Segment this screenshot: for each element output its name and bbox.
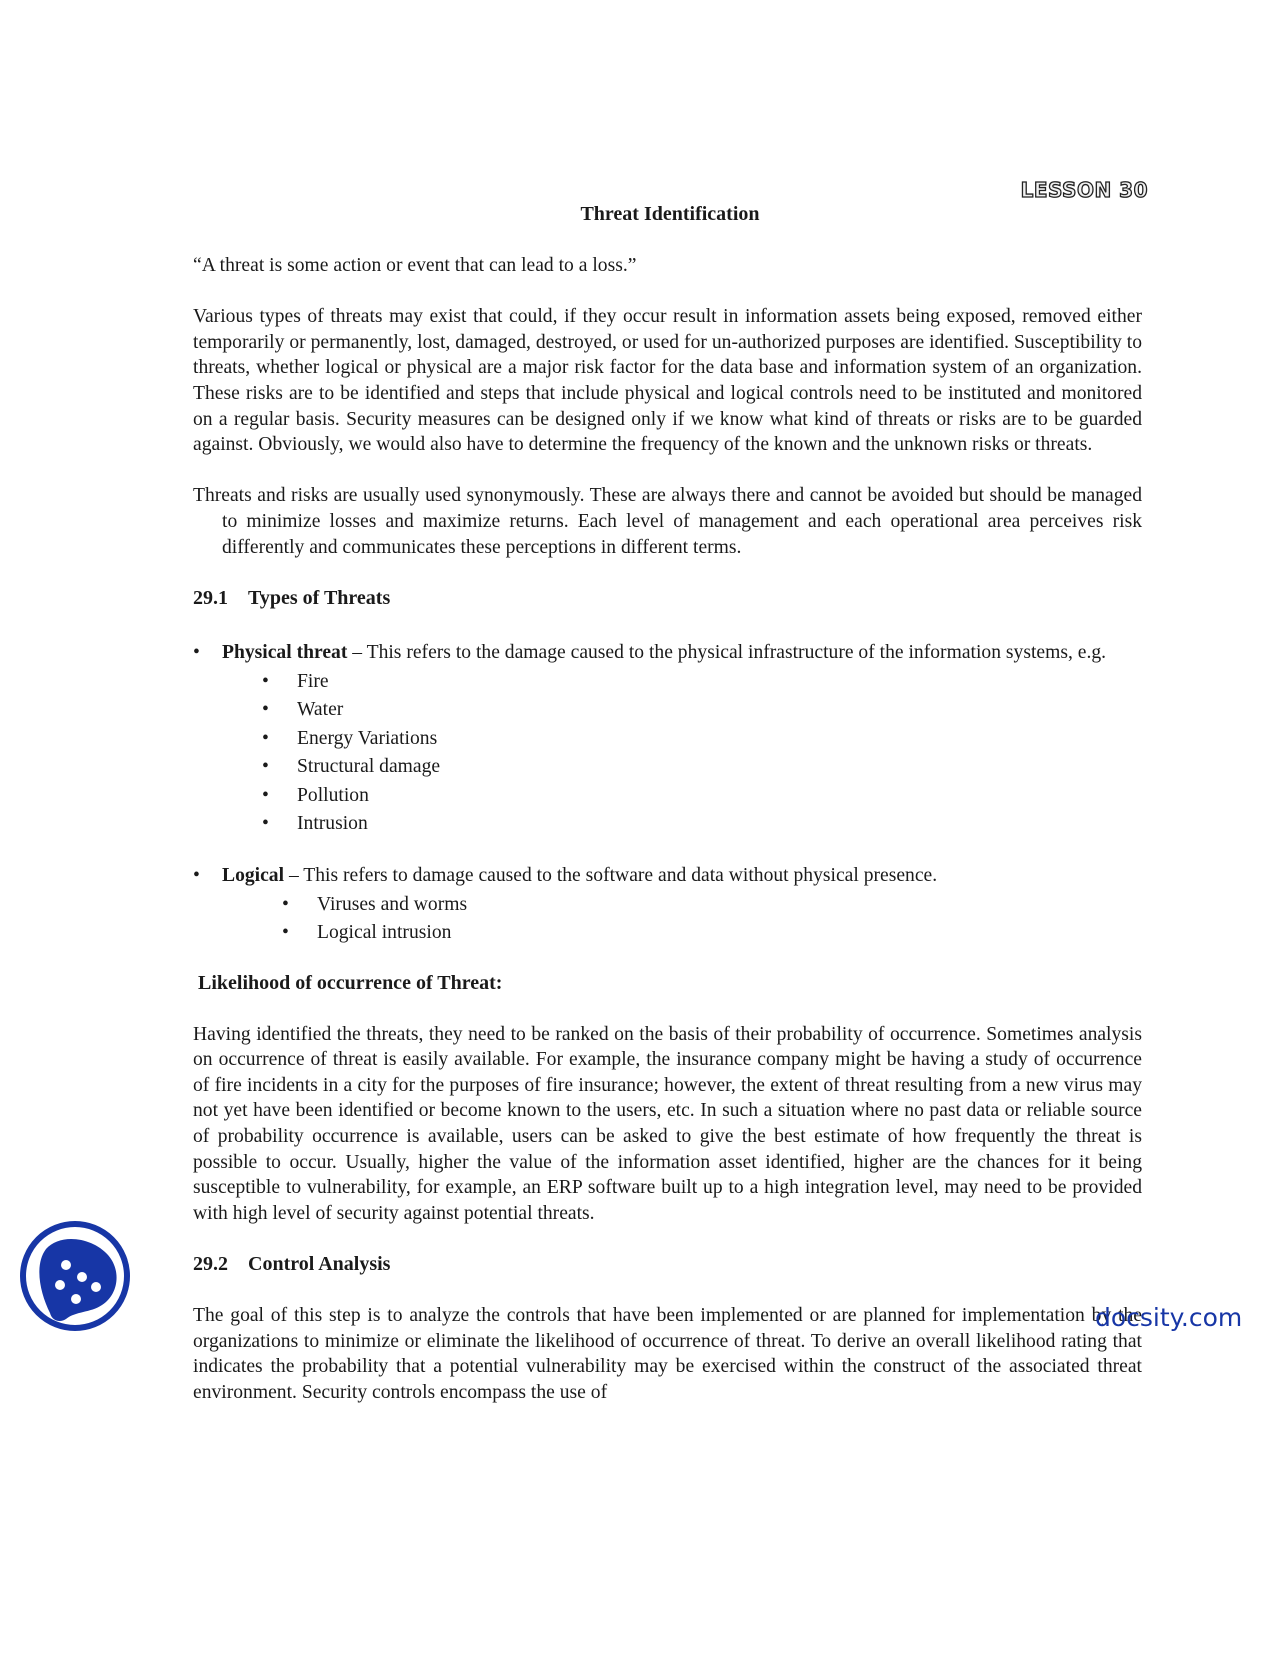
physical-threat-item	[193, 640, 1142, 839]
likelihood-heading: Likelihood of occurrence of Threat:	[198, 971, 503, 994]
list-item: • Intrusion	[222, 810, 1142, 839]
intro-paragraph: Various types of threats may exist that could, if they occur result in information assets being exposed, removed either temporarily or permanently, lost, damaged, destroyed, or used for un-authorized purposes are identified. Susceptibility to threats, whether logical or physical are a major risk factor for the data base and information system of an organization. These risks are to be identified and steps that include physical and logical controls need to be instituted and monitored on a regular basis. Security measures can be designed only if we know what kind of threats or risks are to be guarded against. Obviously, we would also have to determine the frequency of the known and the unknown risks or threats.	[193, 306, 1142, 456]
threat-types-list	[193, 640, 1142, 947]
lesson-label: LESSON 30	[1020, 178, 1148, 202]
page-title: Threat Identification	[580, 203, 760, 225]
logical-threat-desc: – This refers to damage caused to the software and data without physical presence.	[284, 864, 938, 886]
likelihood-paragraph: Having identified the threats, they need to be ranked on the basis of their probability of occurrence. Sometimes analysis on occurrence of threat is easily available. For example, the insurance company might be having a study of occurrence of fire incidents in a city for the purposes of fire insurance; however, the extent of threat resulting from a new virus may not yet have been identified or become known to the users, etc. In such a situation where no past data or reliable source of probability occurrence is available, users can be asked to give the best estimate of how frequently the threat is possible to occur. Usually, higher the value of the information asset identified, higher are the chances for it being susceptible to vulnerability, for example, an ERP software built up to a high integration level, may need to be provided with high level of security against potential threats.	[193, 1023, 1142, 1224]
list-item: • Viruses and worms	[222, 891, 1142, 920]
docsity-watermark[interactable]: docsity.com	[1095, 1303, 1243, 1332]
section-heading-types	[193, 586, 1142, 612]
control-paragraph: The goal of this step is to analyze the controls that have been implemented or are planned for implementation by the organizations to minimize or eliminate the likelihood of occurrence of threat. To derive an overall likelihood rating that indicates the probability that a potential vulnerability may be exercised within the construct of the associated threat environment. Security controls encompass the use of	[193, 1305, 1142, 1403]
document-body	[193, 253, 1142, 1406]
list-item: • Logical intrusion	[222, 919, 1142, 948]
physical-examples-list	[222, 668, 1142, 839]
logical-examples-list	[222, 891, 1142, 948]
section-number: 29.2	[193, 1253, 228, 1276]
list-item: • Energy Variations	[222, 725, 1142, 754]
list-item: • Pollution	[222, 782, 1142, 811]
section-heading-control	[193, 1252, 1142, 1278]
list-item: • Structural damage	[222, 753, 1142, 782]
section-title: Types of Threats	[248, 586, 391, 609]
logical-threat-term: Logical	[222, 864, 285, 886]
section-title: Control Analysis	[248, 1253, 391, 1276]
list-item: • Fire	[222, 668, 1142, 697]
section-number: 29.1	[193, 586, 228, 609]
physical-threat-desc: – This refers to the damage caused to the physical infrastructure of the information systems, e.g.	[347, 642, 1107, 664]
list-item: • Water	[222, 696, 1142, 725]
quote-paragraph: “A threat is some action or event that can lead to a loss.”	[193, 255, 637, 276]
logical-threat-item	[193, 863, 1142, 948]
docsity-logo-icon	[20, 1221, 130, 1331]
physical-threat-term: Physical threat	[222, 642, 348, 664]
risk-paragraph: Threats and risks are usually used synonymously. These are always there and cannot be avoided but should be managed to minimize losses and maximize returns. Each level of management and each operational area perceives risk differently and communicates these perceptions in different terms.	[193, 485, 1142, 558]
